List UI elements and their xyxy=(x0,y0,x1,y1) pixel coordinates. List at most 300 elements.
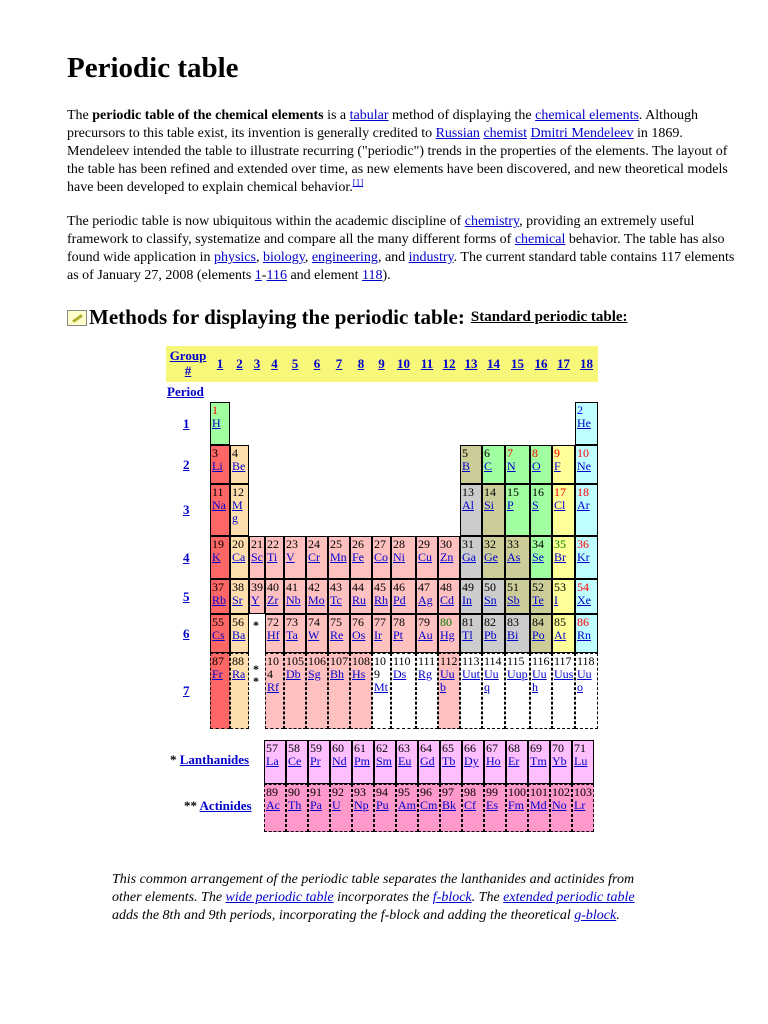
element-cell[interactable] xyxy=(284,536,306,579)
link-element-1[interactable]: 1 xyxy=(254,268,262,283)
element-symbol[interactable]: Ba xyxy=(232,628,246,642)
atomic-number: 20 xyxy=(232,537,244,551)
element-symbol[interactable]: Zn xyxy=(440,550,454,564)
atomic-number: 57 xyxy=(266,741,278,755)
element-symbol[interactable]: Uuo xyxy=(577,667,592,694)
link-chemist[interactable]: chemist xyxy=(483,126,527,141)
element-symbol[interactable]: Zr xyxy=(267,593,279,607)
element-cell[interactable] xyxy=(552,614,575,653)
group-number-2[interactable]: 2 xyxy=(236,356,243,371)
element-symbol[interactable]: Fr xyxy=(212,667,223,681)
element-cell[interactable] xyxy=(350,579,372,614)
atomic-number: 109 xyxy=(374,654,386,681)
link-russian[interactable]: Russian xyxy=(435,126,480,141)
element-cell[interactable] xyxy=(528,740,550,784)
element-cell[interactable] xyxy=(505,614,530,653)
element-cell[interactable] xyxy=(249,579,265,614)
element-symbol[interactable]: Mg xyxy=(232,498,243,525)
element-cell[interactable] xyxy=(372,536,391,579)
element-cell[interactable] xyxy=(372,579,391,614)
lanthanides-link[interactable]: Lanthanides xyxy=(179,752,250,767)
text: . The xyxy=(471,890,504,905)
element-symbol[interactable]: N xyxy=(507,459,516,473)
element-symbol[interactable]: Uuh xyxy=(532,667,547,694)
element-symbol[interactable]: Ge xyxy=(484,550,498,564)
element-cell[interactable] xyxy=(306,653,328,729)
element-cell[interactable] xyxy=(418,784,440,832)
element-symbol[interactable]: Uub xyxy=(440,667,455,694)
element-symbol[interactable]: Pm xyxy=(354,754,371,768)
element-cell[interactable] xyxy=(230,579,249,614)
element-cell[interactable] xyxy=(552,653,575,729)
element-cell[interactable] xyxy=(438,579,460,614)
group-number-4[interactable]: 4 xyxy=(271,356,278,371)
element-cell[interactable] xyxy=(330,784,352,832)
element-cell[interactable] xyxy=(210,484,230,536)
element-symbol[interactable]: Ac xyxy=(266,798,280,812)
element-symbol[interactable]: Pb xyxy=(484,628,497,642)
element-symbol[interactable]: Es xyxy=(486,798,498,812)
group-number-17[interactable]: 17 xyxy=(557,356,570,371)
element-symbol[interactable]: Po xyxy=(532,628,545,642)
element-symbol[interactable]: Pt xyxy=(393,628,404,642)
element-symbol[interactable]: Cu xyxy=(418,550,433,564)
element-symbol[interactable]: Dy xyxy=(464,754,479,768)
element-cell[interactable] xyxy=(438,536,460,579)
element-symbol[interactable]: Ru xyxy=(352,593,367,607)
element-cell[interactable] xyxy=(284,653,306,729)
element-symbol[interactable]: Te xyxy=(532,593,544,607)
element-symbol[interactable]: Y xyxy=(251,593,260,607)
element-cell[interactable] xyxy=(505,579,530,614)
period-number-6[interactable]: 6 xyxy=(183,625,190,641)
element-symbol[interactable]: Np xyxy=(354,798,369,812)
element-symbol[interactable]: Eu xyxy=(398,754,412,768)
element-cell[interactable] xyxy=(416,579,438,614)
element-cell[interactable] xyxy=(506,784,528,832)
element-cell[interactable] xyxy=(416,653,438,729)
element-symbol[interactable]: Rg xyxy=(418,667,433,681)
link-engineering[interactable]: engineering xyxy=(311,250,378,265)
element-cell[interactable] xyxy=(350,653,372,729)
element-symbol[interactable]: Si xyxy=(484,498,495,512)
element-symbol[interactable]: Be xyxy=(232,459,246,473)
element-cell[interactable] xyxy=(440,740,462,784)
element-symbol[interactable]: Cs xyxy=(212,628,225,642)
element-cell[interactable] xyxy=(416,536,438,579)
element-cell[interactable] xyxy=(575,536,598,579)
element-symbol[interactable]: Pu xyxy=(376,798,389,812)
element-symbol[interactable]: Cf xyxy=(464,798,476,812)
element-cell[interactable] xyxy=(528,784,550,832)
element-symbol[interactable]: Ca xyxy=(232,550,246,564)
element-symbol[interactable]: Ir xyxy=(374,628,382,642)
element-symbol[interactable]: Os xyxy=(352,628,366,642)
link-wide-periodic-table[interactable]: wide periodic table xyxy=(225,890,334,905)
atomic-number: 93 xyxy=(354,785,366,799)
element-cell[interactable] xyxy=(374,784,396,832)
actinide-star: ** xyxy=(184,798,200,813)
element-cell[interactable] xyxy=(265,653,284,729)
element-symbol[interactable]: C xyxy=(484,459,493,473)
atomic-number: 37 xyxy=(212,580,224,594)
group-number-6[interactable]: 6 xyxy=(313,356,321,371)
element-symbol[interactable]: Gd xyxy=(420,754,435,768)
element-symbol[interactable]: Ti xyxy=(267,550,278,564)
element-cell[interactable] xyxy=(418,740,440,784)
actinides-link[interactable]: Actinides xyxy=(199,798,252,813)
element-symbol[interactable]: S xyxy=(532,498,539,512)
element-symbol[interactable]: Bi xyxy=(507,628,519,642)
element-cell[interactable] xyxy=(391,536,416,579)
group-number-5[interactable]: 5 xyxy=(291,356,299,371)
element-cell[interactable] xyxy=(210,653,230,729)
element-cell[interactable] xyxy=(530,484,552,536)
element-symbol[interactable]: Am xyxy=(398,798,416,812)
element-symbol[interactable]: Al xyxy=(462,498,474,512)
element-symbol[interactable]: Fm xyxy=(508,798,525,812)
atomic-number: 15 xyxy=(507,485,519,499)
element-symbol[interactable]: F xyxy=(554,459,561,473)
text: , and xyxy=(377,250,409,265)
element-symbol[interactable]: I xyxy=(554,593,558,607)
element-cell[interactable] xyxy=(460,484,482,536)
period-number-5[interactable]: 5 xyxy=(183,588,190,604)
element-cell[interactable] xyxy=(350,536,372,579)
element-symbol[interactable]: Nd xyxy=(332,754,347,768)
element-cell[interactable] xyxy=(530,614,552,653)
period-number-7[interactable]: 7 xyxy=(183,683,190,698)
element-cell[interactable] xyxy=(482,653,505,729)
element-cell[interactable] xyxy=(328,653,350,729)
element-symbol[interactable]: P xyxy=(507,498,514,512)
element-cell[interactable] xyxy=(482,484,505,536)
element-symbol[interactable]: Bk xyxy=(442,798,457,812)
element-cell[interactable] xyxy=(265,536,284,579)
element-cell[interactable] xyxy=(550,784,572,832)
element-cell[interactable] xyxy=(460,614,482,653)
period-number-3[interactable]: 3 xyxy=(183,502,190,517)
element-cell[interactable] xyxy=(396,740,418,784)
element-cell[interactable] xyxy=(440,784,462,832)
element-cell[interactable] xyxy=(391,614,416,653)
element-cell[interactable] xyxy=(328,536,350,579)
link-g-block[interactable]: g-block xyxy=(574,908,617,923)
element-cell[interactable] xyxy=(438,653,460,729)
element-cell[interactable] xyxy=(484,740,506,784)
edit-pencil-icon[interactable] xyxy=(67,310,87,326)
element-symbol[interactable]: No xyxy=(552,798,567,812)
element-symbol[interactable]: Tm xyxy=(530,754,547,768)
element-symbol[interactable]: At xyxy=(554,628,566,642)
element-symbol[interactable]: Rn xyxy=(577,628,592,642)
element-cell[interactable] xyxy=(249,536,265,579)
element-cell[interactable] xyxy=(530,579,552,614)
element-symbol[interactable]: Sm xyxy=(376,754,393,768)
element-cell[interactable] xyxy=(530,653,552,729)
link-chemical-elements[interactable]: chemical elements xyxy=(535,108,639,123)
link-chemistry[interactable]: chemistry xyxy=(464,214,520,229)
element-cell[interactable] xyxy=(482,445,505,484)
link-element-116[interactable]: 116 xyxy=(266,268,287,283)
link-f-block[interactable]: f-block xyxy=(432,890,472,905)
element-symbol[interactable]: Au xyxy=(418,628,433,642)
element-symbol[interactable]: Nb xyxy=(286,593,301,607)
period-number-2[interactable]: 2 xyxy=(183,456,190,472)
link-dmitri-mendeleev[interactable]: Dmitri Mendeleev xyxy=(530,126,634,141)
element-cell[interactable] xyxy=(460,653,482,729)
element-cell[interactable] xyxy=(482,579,505,614)
element-symbol[interactable]: Co xyxy=(374,550,389,564)
element-cell[interactable] xyxy=(462,740,484,784)
element-symbol[interactable]: Cm xyxy=(420,798,438,812)
element-cell[interactable] xyxy=(552,484,575,536)
element-cell[interactable] xyxy=(264,740,286,784)
element-symbol[interactable]: Md xyxy=(530,798,547,812)
element-symbol[interactable]: U xyxy=(332,798,341,812)
element-cell[interactable] xyxy=(372,653,391,729)
element-cell[interactable] xyxy=(575,614,598,653)
element-symbol[interactable]: Re xyxy=(330,628,344,642)
element-symbol[interactable]: B xyxy=(462,459,471,473)
element-cell[interactable] xyxy=(505,653,530,729)
element-symbol[interactable]: He xyxy=(577,416,591,430)
element-symbol[interactable]: Sc xyxy=(251,550,263,564)
link-industry[interactable]: industry xyxy=(408,250,454,265)
atomic-number: 17 xyxy=(554,485,566,499)
element-symbol[interactable]: Sg xyxy=(308,667,321,681)
element-symbol[interactable]: Lr xyxy=(574,798,586,812)
element-symbol[interactable]: Ni xyxy=(393,550,405,564)
element-cell[interactable] xyxy=(416,614,438,653)
element-symbol[interactable]: Uup xyxy=(507,667,528,681)
element-symbol[interactable]: Lu xyxy=(574,754,588,768)
element-cell[interactable] xyxy=(230,653,249,729)
element-symbol[interactable]: W xyxy=(308,628,320,642)
element-symbol[interactable]: Tb xyxy=(442,754,456,768)
element-symbol[interactable]: Ds xyxy=(393,667,407,681)
element-symbol[interactable]: Cr xyxy=(308,550,320,564)
element-symbol[interactable]: Rb xyxy=(212,593,227,607)
group-number-9[interactable]: 9 xyxy=(378,356,385,371)
element-cell[interactable] xyxy=(552,536,575,579)
element-symbol[interactable]: Er xyxy=(508,754,520,768)
element-symbol[interactable]: Bh xyxy=(330,667,345,681)
element-cell[interactable] xyxy=(210,579,230,614)
element-cell[interactable] xyxy=(210,402,230,445)
element-symbol[interactable]: Xe xyxy=(577,593,591,607)
element-cell[interactable] xyxy=(308,740,330,784)
group-number-3[interactable]: 3 xyxy=(253,356,261,371)
element-symbol[interactable]: Ho xyxy=(486,754,501,768)
link-physics[interactable]: physics xyxy=(213,250,256,265)
group-number-18[interactable]: 18 xyxy=(580,356,593,371)
element-cell[interactable] xyxy=(482,614,505,653)
element-cell[interactable] xyxy=(230,536,249,579)
group-number-13[interactable]: 13 xyxy=(464,356,478,371)
element-cell[interactable] xyxy=(350,614,372,653)
element-cell[interactable] xyxy=(460,445,482,484)
element-symbol[interactable]: Pr xyxy=(310,754,321,768)
atomic-number: 41 xyxy=(286,580,298,594)
group-number-11[interactable]: 11 xyxy=(420,356,434,371)
element-symbol[interactable]: V xyxy=(286,550,295,564)
element-symbol[interactable]: Kr xyxy=(577,550,590,564)
element-cell[interactable] xyxy=(572,784,594,832)
element-cell[interactable] xyxy=(306,614,328,653)
element-symbol[interactable]: Db xyxy=(286,667,301,681)
element-cell[interactable] xyxy=(575,484,598,536)
period-label-link[interactable]: Period xyxy=(167,384,204,399)
element-cell[interactable] xyxy=(460,579,482,614)
element-symbol[interactable]: Hs xyxy=(352,667,366,681)
element-cell[interactable] xyxy=(286,740,308,784)
element-symbol[interactable]: As xyxy=(507,550,521,564)
element-cell[interactable] xyxy=(575,445,598,484)
element-cell[interactable] xyxy=(438,614,460,653)
element-symbol[interactable]: Tc xyxy=(330,593,342,607)
group-number-12[interactable]: 12 xyxy=(442,356,456,371)
element-symbol[interactable]: Li xyxy=(212,459,223,473)
element-cell[interactable] xyxy=(210,614,230,653)
element-cell[interactable] xyxy=(306,579,328,614)
element-cell[interactable] xyxy=(308,784,330,832)
element-cell[interactable] xyxy=(552,445,575,484)
element-symbol[interactable]: Na xyxy=(212,498,226,512)
element-symbol[interactable]: Pa xyxy=(310,798,322,812)
element-symbol[interactable]: Ar xyxy=(577,498,590,512)
element-cell[interactable] xyxy=(230,445,249,484)
group-label-link[interactable]: Group # xyxy=(169,348,207,378)
element-cell[interactable] xyxy=(552,579,575,614)
element-cell[interactable] xyxy=(352,784,374,832)
element-symbol[interactable]: Uus xyxy=(554,667,574,681)
element-cell[interactable] xyxy=(264,784,286,832)
element-cell[interactable] xyxy=(352,740,374,784)
atomic-number: 22 xyxy=(267,537,279,551)
group-number-16[interactable]: 16 xyxy=(534,356,548,371)
element-cell[interactable] xyxy=(265,579,284,614)
group-number-1[interactable]: 1 xyxy=(216,356,224,371)
element-cell[interactable] xyxy=(328,579,350,614)
group-number-8[interactable]: 8 xyxy=(357,356,365,371)
element-cell[interactable] xyxy=(575,653,598,729)
element-symbol[interactable]: Uuq xyxy=(484,667,499,694)
element-symbol[interactable]: Uut xyxy=(462,667,480,681)
element-cell[interactable] xyxy=(391,653,416,729)
element-symbol[interactable]: Hg xyxy=(440,628,455,642)
element-symbol[interactable]: Hf xyxy=(267,628,280,642)
element-symbol[interactable]: Br xyxy=(554,550,566,564)
period-number-4[interactable]: 4 xyxy=(183,549,190,565)
element-cell[interactable] xyxy=(462,784,484,832)
element-cell[interactable] xyxy=(396,784,418,832)
element-symbol[interactable]: H xyxy=(212,416,221,430)
group-number-10[interactable]: 10 xyxy=(397,356,410,371)
reference-link[interactable]: [1] xyxy=(352,177,364,188)
element-cell[interactable] xyxy=(330,740,352,784)
link-chemical[interactable]: chemical xyxy=(514,232,566,247)
element-symbol[interactable]: Pd xyxy=(393,593,406,607)
atomic-number: 73 xyxy=(286,615,298,629)
element-symbol[interactable]: Cd xyxy=(440,593,455,607)
element-cell[interactable] xyxy=(482,536,505,579)
element-cell[interactable] xyxy=(530,445,552,484)
element-cell[interactable] xyxy=(391,579,416,614)
element-cell[interactable] xyxy=(506,740,528,784)
element-cell[interactable] xyxy=(328,614,350,653)
element-cell[interactable] xyxy=(265,614,284,653)
link-element-118[interactable]: 118 xyxy=(361,268,383,283)
element-cell[interactable] xyxy=(284,579,306,614)
atomic-number: 49 xyxy=(462,580,474,594)
element-symbol[interactable]: Ga xyxy=(462,550,476,564)
element-cell[interactable] xyxy=(505,536,530,579)
element-cell[interactable] xyxy=(230,484,249,536)
element-symbol[interactable]: Ta xyxy=(286,628,298,642)
element-symbol[interactable]: Rf xyxy=(267,680,279,694)
element-symbol[interactable]: Mo xyxy=(308,593,325,607)
element-cell[interactable] xyxy=(230,614,249,653)
element-cell[interactable] xyxy=(575,579,598,614)
element-symbol[interactable]: Sr xyxy=(232,593,243,607)
group-number-14[interactable]: 14 xyxy=(487,356,500,371)
element-symbol[interactable]: Rh xyxy=(374,593,389,607)
element-cell[interactable] xyxy=(505,484,530,536)
element-symbol[interactable]: Ne xyxy=(577,459,591,473)
element-cell[interactable] xyxy=(306,536,328,579)
element-symbol[interactable]: Ra xyxy=(232,667,246,681)
link-biology[interactable]: biology xyxy=(262,250,305,265)
element-cell[interactable] xyxy=(210,536,230,579)
element-cell[interactable] xyxy=(530,536,552,579)
element-symbol[interactable]: Mt xyxy=(374,680,389,694)
element-symbol[interactable]: Ce xyxy=(288,754,302,768)
element-cell[interactable] xyxy=(284,614,306,653)
element-symbol[interactable]: Se xyxy=(532,550,544,564)
element-symbol[interactable]: Sb xyxy=(507,593,520,607)
element-symbol[interactable]: Ag xyxy=(418,593,433,607)
element-cell[interactable] xyxy=(372,614,391,653)
element-symbol[interactable]: Th xyxy=(288,798,302,812)
element-symbol[interactable]: La xyxy=(266,754,279,768)
group-number-15[interactable]: 15 xyxy=(511,356,524,371)
link-extended-periodic-table[interactable]: extended periodic table xyxy=(503,890,635,905)
element-cell[interactable] xyxy=(484,784,506,832)
element-symbol[interactable]: K xyxy=(212,550,221,564)
element-cell[interactable] xyxy=(505,445,530,484)
element-cell[interactable] xyxy=(550,740,572,784)
element-symbol[interactable]: Mn xyxy=(330,550,347,564)
link-tabular[interactable]: tabular xyxy=(349,108,389,123)
element-cell[interactable] xyxy=(210,445,230,484)
element-cell[interactable] xyxy=(286,784,308,832)
element-cell[interactable] xyxy=(460,536,482,579)
element-symbol[interactable]: O xyxy=(532,459,541,473)
element-symbol[interactable]: Fe xyxy=(352,550,364,564)
element-symbol[interactable]: Cl xyxy=(554,498,566,512)
element-cell[interactable] xyxy=(575,402,598,445)
element-symbol[interactable]: Yb xyxy=(552,754,567,768)
element-cell[interactable] xyxy=(374,740,396,784)
group-number-7[interactable]: 7 xyxy=(335,356,343,371)
atomic-number: 107 xyxy=(330,654,348,668)
element-symbol[interactable]: In xyxy=(462,593,472,607)
element-cell[interactable] xyxy=(572,740,594,784)
element-symbol[interactable]: Tl xyxy=(462,628,473,642)
element-symbol[interactable]: Sn xyxy=(484,593,497,607)
period-number-1[interactable]: 1 xyxy=(183,415,190,431)
